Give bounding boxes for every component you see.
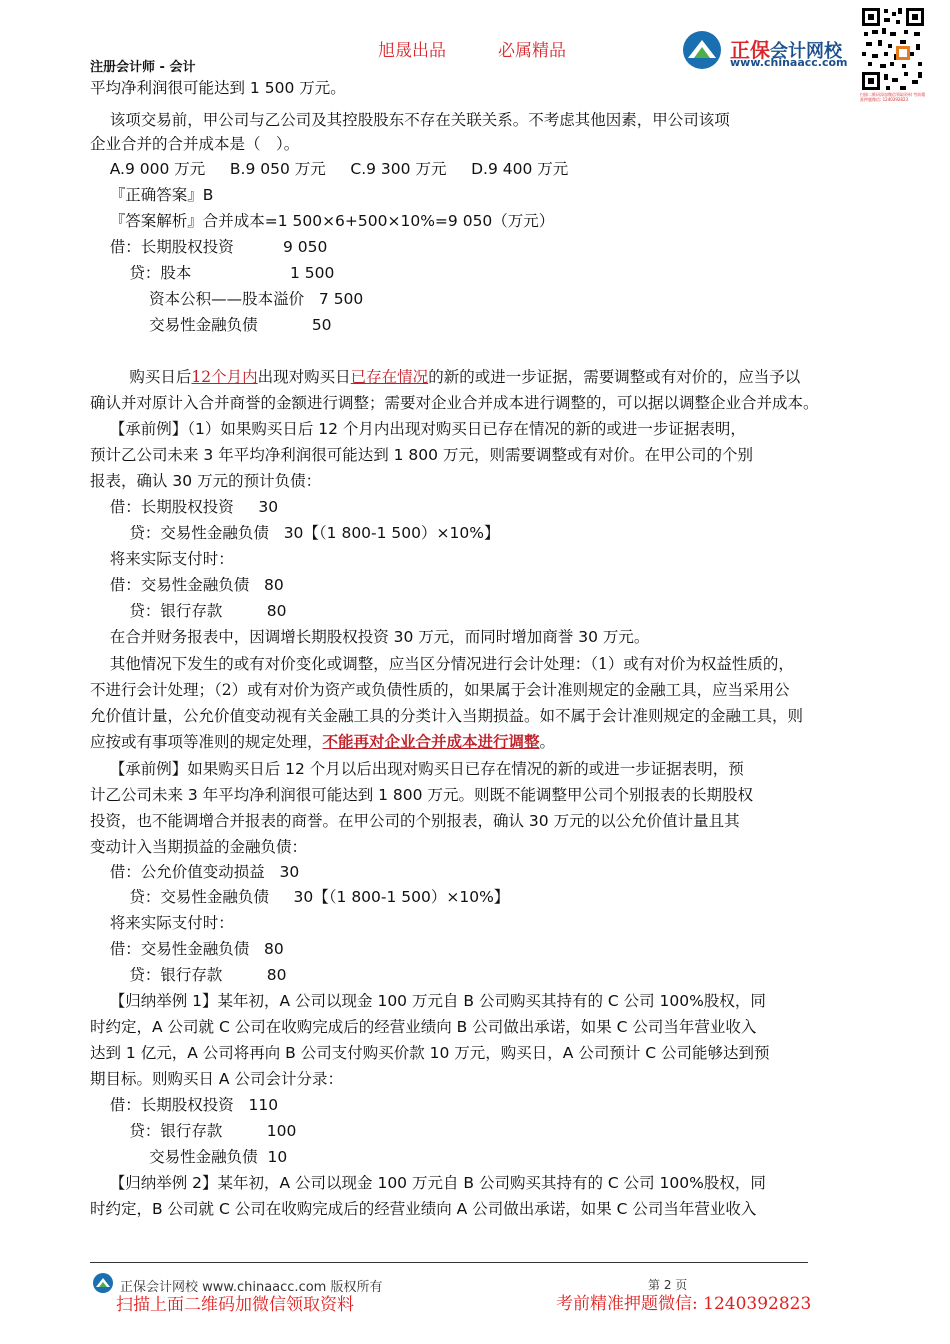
footer-left: [92, 1270, 432, 1315]
journal-entry-line: 贷：银行存款 100: [90, 1122, 297, 1140]
example-line: 将来实际支付时：: [90, 550, 234, 568]
header-slogan-right: 必属精品: [498, 41, 566, 61]
footer-logo-icon: [92, 1272, 114, 1294]
paragraph-other-cases: 应按或有事项等准则的规定处理，不能再对企业合并成本进行调整。: [90, 732, 556, 751]
example-line: 计乙公司未来 3 年平均净利润很可能达到 1 800 万元。则既不能调整甲公司个别报表的长期股权: [90, 786, 753, 804]
summary-example-line: 时约定，A 公司就 C 公司在收购完成后的经营业绩向 B 公司做出承诺，如果 C 公司当年营业收入: [90, 1018, 757, 1036]
body-line: 该项交易前，甲公司与乙公司及其控股股东不存在关联关系。不考虑其他因素，甲公司该项: [90, 111, 730, 129]
page-number: 第 2 页: [648, 1278, 688, 1292]
highlight-12-months: 12个月内: [191, 368, 258, 386]
summary-example-line: 期目标。则购买日 A 公司会计分录：: [90, 1070, 343, 1088]
journal-entry-line: 贷：交易性金融负债 30【（1 800-1 500）×10%】: [90, 888, 510, 906]
qr-caption: 扫描二维码添加微信领取资料 考前精准押题微信: 1240392823: [860, 92, 926, 102]
journal-entry-line: 借：交易性金融负债 80: [90, 576, 284, 594]
answer-options: A.9 000 万元 B.9 050 万元 C.9 300 万元 D.9 400 万元: [90, 160, 569, 178]
journal-entry-line: 贷：银行存款 80: [90, 602, 287, 620]
journal-entry-line: 贷：股本 1 500: [90, 264, 335, 282]
answer-explanation: 『答案解析』合并成本=1 500×6+500×10%=9 050（万元）: [90, 212, 555, 230]
footer-promo-left: 扫描上面二维码加微信领取资料: [116, 1295, 354, 1315]
footer-divider: [90, 1262, 808, 1263]
journal-entry-line: 交易性金融负债 50: [90, 316, 332, 334]
qr-code-icon[interactable]: [860, 6, 926, 92]
summary-example-line: 达到 1 亿元，A 公司将再向 B 公司支付购买价款 10 万元，购买日，A 公司预计 C 公司能够达到预: [90, 1044, 770, 1062]
example-line: 投资，也不能调增合并报表的商誉。在甲公司的个别报表，确认 30 万元的以公允价值计量且其: [90, 812, 740, 830]
summary-example-line: 【归纳举例 1】某年初，A 公司以现金 100 万元自 B 公司购买其持有的 C 公司 100%股权，同: [90, 992, 766, 1010]
example-line: 预计乙公司未来 3 年平均净利润很可能达到 1 800 万元，则需要调整或有对价。在甲公司的个别: [90, 446, 753, 464]
logo-mark-icon: [680, 28, 726, 72]
journal-entry-line: 借：长期股权投资 9 050: [90, 238, 328, 256]
journal-entry-line: 贷：交易性金融负债 30【（1 800-1 500）×10%】: [90, 524, 500, 542]
logo-brand: 正保会计网校: [730, 38, 842, 62]
footer-promo-right: 考前精准押题微信: 1240392823: [556, 1294, 812, 1314]
journal-entry-line: 贷：银行存款 80: [90, 966, 287, 984]
example-line: 报表，确认 30 万元的预计负债：: [90, 472, 322, 490]
summary-example-line: 时约定，B 公司就 C 公司在收购完成后的经营业绩向 A 公司做出承诺，如果 C 公司当年营业收入: [90, 1200, 757, 1218]
paragraph-adjustment: 购买日后12个月内出现对购买日已存在情况的新的或进一步证据，需要调整或有对价的，应当予以: [90, 368, 801, 386]
body-line: 企业合并的合并成本是（ ）。: [90, 135, 300, 153]
journal-entry-line: 借：长期股权投资 30: [90, 498, 279, 516]
example-line: 在合并财务报表中，因调增长期股权投资 30 万元，而同时增加商誉 30 万元。: [90, 628, 650, 646]
subject-title: 注册会计师 - 会计: [90, 60, 196, 75]
journal-entry-line: 资本公积——股本溢价 7 500: [90, 290, 364, 308]
example-line: 【承前例】如果购买日后 12 个月以后出现对购买日已存在情况的新的或进一步证据表明，预: [90, 760, 744, 778]
highlight-no-adjustment: 不能再对企业合并成本进行调整: [322, 732, 540, 751]
body-line: 平均净利润很可能达到 1 500 万元。: [90, 79, 346, 97]
example-line: 将来实际支付时：: [90, 914, 234, 932]
logo-url: www.chinaacc.com: [730, 56, 848, 69]
paragraph-other-cases: 不进行会计处理；（2）或有对价为资产或负债性质的，如果属于会计准则规定的金融工具，应当采用公: [90, 681, 790, 699]
example-line: 【承前例】（1）如果购买日后 12 个月内出现对购买日已存在情况的新的或进一步证据表明，: [90, 420, 746, 438]
paragraph-other-cases: 其他情况下发生的或有对价变化或调整，应当区分情况进行会计处理：（1）或有对价为权益性质的，: [90, 655, 794, 673]
paragraph-adjustment-cont: 确认并对原计入合并商誉的金额进行调整；需要对企业合并成本进行调整的，可以据以调整企业合并成本。: [90, 394, 819, 412]
correct-answer: 『正确答案』B: [90, 186, 214, 204]
paragraph-other-cases: 允价值计量，公允价值变动视有关金融工具的分类计入当期损益。如不属于会计准则规定的金融工具，则: [90, 707, 804, 725]
footer-copyright: 正保会计网校 www.chinaacc.com 版权所有: [120, 1280, 383, 1295]
header-slogan-left: 旭晟出品: [378, 41, 446, 61]
journal-entry-line: 交易性金融负债 10: [90, 1148, 288, 1166]
summary-example-line: 【归纳举例 2】某年初，A 公司以现金 100 万元自 B 公司购买其持有的 C 公司 100%股权，同: [90, 1174, 766, 1192]
journal-entry-line: 借：公允价值变动损益 30: [90, 863, 300, 881]
chinaacc-logo[interactable]: [680, 28, 860, 72]
highlight-existing-conditions: 已存在情况: [350, 368, 429, 386]
example-line: 变动计入当期损益的金融负债：: [90, 838, 308, 856]
journal-entry-line: 借：长期股权投资 110: [90, 1096, 279, 1114]
journal-entry-line: 借：交易性金融负债 80: [90, 940, 284, 958]
